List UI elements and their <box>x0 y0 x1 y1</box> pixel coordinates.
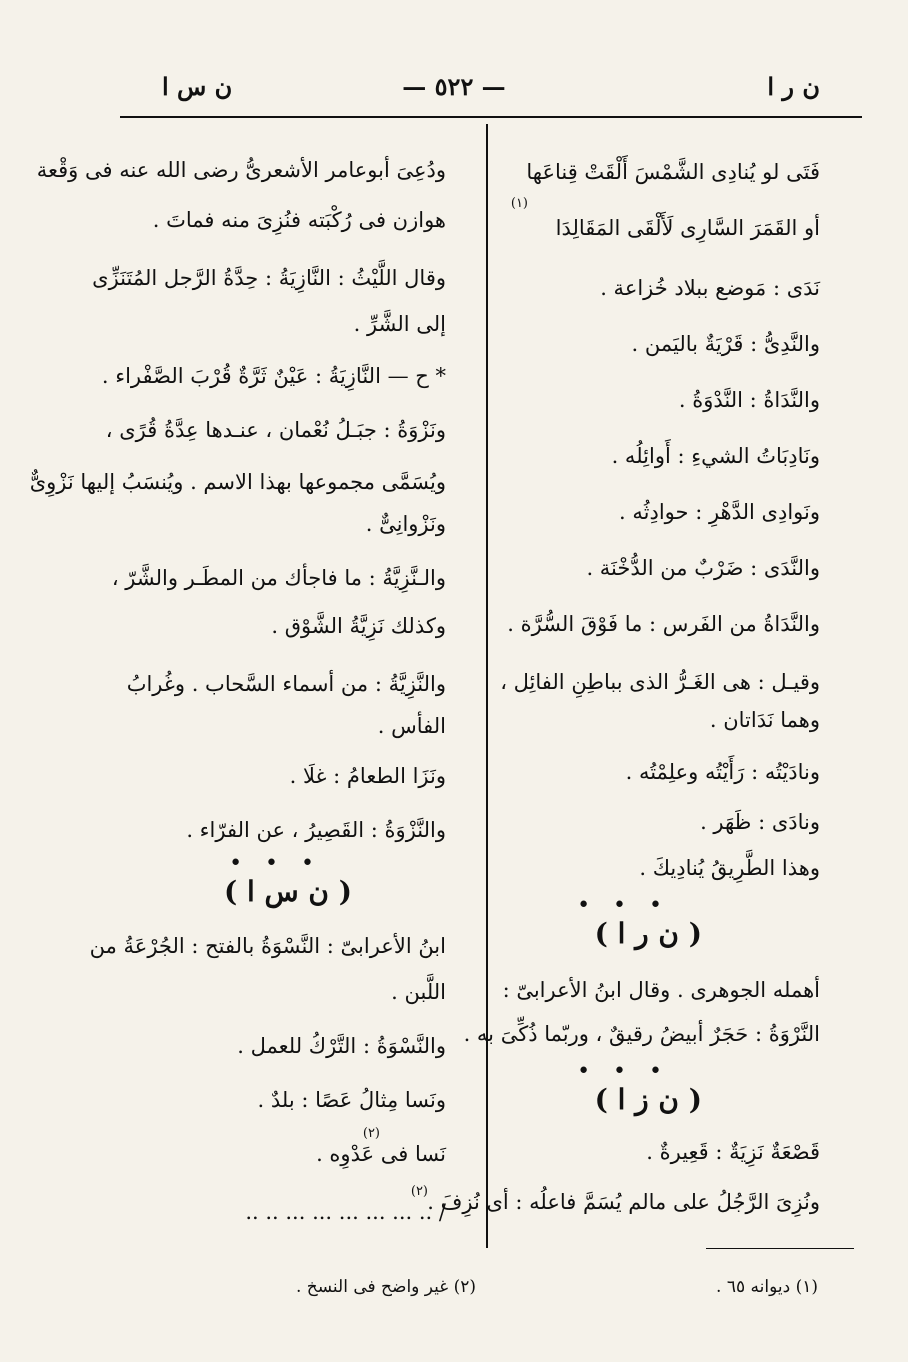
text-line: أو القَمَرَ السَّارِى لَأَلْقَى المَقَالِدَا <box>555 216 820 240</box>
text-line: الفأس . <box>377 714 446 738</box>
text-line: والنَّدِىُّ : قَرْيَةٌ باليَمن . <box>631 332 820 356</box>
text-line: فَتَى لو يُنادِى الشَّمْسَ أَلْقَتْ قِناعَها <box>526 160 820 184</box>
running-head-left: ن س ا <box>162 72 233 101</box>
text-line: / .. ... ... ... ... ... .. .. <box>245 1200 446 1224</box>
header-rule <box>120 116 862 118</box>
text-line: ونَوادِى الدَّهْرِ : حوادِثُه . <box>619 500 820 524</box>
footnote-1: (١) ديوانه ٦٥ . <box>716 1277 818 1297</box>
text-line: ونَزَا الطعامُ : غلَا . <box>289 764 446 788</box>
text-line: والنَّسْوَةُ : التَّرْكُ للعمل . <box>237 1034 446 1058</box>
running-head-right: ن ر ا <box>767 72 820 101</box>
page-number: — ٥٢٢ — <box>402 72 506 101</box>
text-line: ويُسَمَّى مجموعها بهذا الاسم . ويُنسَبُ إليها نَزْوِىٌّ <box>29 470 446 494</box>
footnote-ref: (١) <box>510 196 528 211</box>
text-line: ونادَيْتُه : رَأَيْتُه وعلِمْتُه . <box>625 760 820 784</box>
footnote-ref: (٢) <box>362 1126 380 1141</box>
text-line: ونادَى : ظَهَر . <box>700 810 820 834</box>
footnote-ref: (٢) <box>410 1184 428 1199</box>
text-line: هوازن فى رُكْبَته فنُزِىَ منه فماتَ . <box>152 208 446 232</box>
text-line: والنَّدَاةُ من الفَرس : ما فَوْقَ السُّرَّة . <box>507 612 820 636</box>
text-line: وكذلك نَزِيَّةُ الشَّوْق . <box>271 614 446 638</box>
text-line: وقال اللَّيْثُ : النَّازِيَةُ : حِدَّةُ الرَّجل المُتَنَزِّى <box>92 266 446 290</box>
text-line: أهمله الجوهرى . وقال ابنُ الأعرابىّ : <box>502 978 820 1002</box>
text-line: نَسا فى عَدْوِه . <box>316 1142 446 1166</box>
text-line: وهذا الطَّرِيقُ يُنادِيكَ . <box>639 856 820 880</box>
section-divider: • • • <box>229 851 322 876</box>
text-line: النَّرْوَةُ : حَجَرٌ أبيضُ رقيقٌ ، وربّما ذُكِّىَ به . <box>463 1022 820 1046</box>
text-line: والنَّدَى : ضَرْبٌ من الدُّخْنَة . <box>586 556 820 580</box>
text-line: ونَزْوانِىٌّ . <box>365 512 446 536</box>
text-line: والنَّزْوَةُ : القَصِيرُ ، عن الفرّاء . <box>186 818 446 842</box>
text-line: والـنَّزِيَّةُ : ما فاجأك من المطَـر والشَّرّ ، <box>111 566 446 590</box>
text-line: إلى الشَّرِّ . <box>353 312 446 336</box>
text-line: ونَزْوَةُ : جبَـلُ نُعْمان ، عنـدها عِدَّةُ قُرًى ، <box>105 418 446 442</box>
text-line: وقيـل : هى الغَـرُّ الذى بباطِنِ الفائِل ، <box>500 670 820 694</box>
text-line: * ح — النَّازِيَةُ : عَيْنٌ ثَرَّةٌ قُرْبَ الصَّفْراء . <box>101 364 446 388</box>
text-line: والنَّدَاةُ : النَّدْوَةُ . <box>678 388 820 412</box>
text-line: والنَّزِيَّةُ : من أسماء السَّحاب . وغُرابُ <box>126 672 446 696</box>
text-line: قَصْعَةٌ نَزِيَةٌ : قَعِيرةٌ . <box>646 1140 820 1164</box>
section-heading: ( ن ز ا ) <box>594 1083 702 1116</box>
text-line: ونُزِىَ الرَّجُلُ على مالم يُسَمَّ فاعلُه : أى نُزِفَ . <box>427 1190 820 1214</box>
footnote-2: (٢) غير واضح فى النسخ . <box>295 1277 476 1297</box>
section-divider: • • • <box>577 893 670 918</box>
text-line: ابنُ الأعرابىّ : النَّسْوَةُ بالفتح : الجُرْعَةُ من <box>89 934 446 958</box>
text-line: وهما نَدَاتان . <box>709 708 820 732</box>
section-heading: ( ن ر ا ) <box>594 917 702 950</box>
text-line: نَدَى : مَوضع ببلاد خُزاعة . <box>600 276 820 300</box>
text-line: ودُعِىَ أبوعامر الأشعرىُّ رضى الله عنه فى وَقْعة <box>36 158 446 182</box>
column-separator <box>486 124 488 1248</box>
text-line: ونَادِبَاتُ الشيءِ : أَوائِلُه . <box>611 444 820 468</box>
section-divider: • • • <box>577 1059 670 1084</box>
text-line: اللَّبن . <box>391 980 446 1004</box>
section-heading: ( ن س ا ) <box>223 875 352 908</box>
footnote-rule <box>706 1248 854 1249</box>
text-line: ونَسا مِثالُ عَصًا : بلدٌ . <box>257 1088 446 1112</box>
